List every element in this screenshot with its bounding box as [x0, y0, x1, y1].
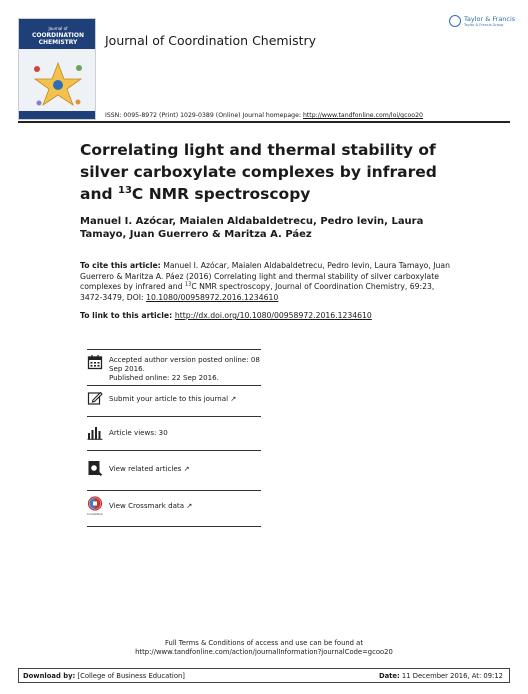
link-label: To link to this article: — [80, 311, 175, 320]
publisher-logo[interactable] — [449, 14, 516, 32]
search-document-icon — [87, 460, 103, 476]
issn-text: ISSN: 0095-8972 (Print) 1029-0389 (Online) Journal homepage: — [105, 112, 303, 119]
related-articles-link[interactable] — [109, 464, 261, 474]
bar-chart-icon — [87, 424, 103, 440]
submit-article-item[interactable] — [87, 390, 261, 406]
publisher-logo-icon — [449, 15, 461, 27]
citation-label: To cite this article: — [80, 261, 161, 270]
terms-url[interactable]: http://www.tandfonline.com/action/journalInformation?journalCode=gcoo20 — [135, 648, 393, 656]
article-title-superscript: 13 — [118, 184, 132, 196]
info-divider — [87, 526, 261, 527]
edit-icon — [87, 390, 103, 406]
download-info-bar — [18, 668, 510, 683]
external-link-icon: ↗ — [183, 465, 190, 473]
publication-dates — [109, 355, 261, 382]
citation-block — [80, 261, 452, 303]
info-divider — [87, 450, 261, 451]
journal-title[interactable]: Journal of Coordination Chemistry — [105, 33, 317, 48]
citation-text-part1: Manuel I. Azócar, Maialen Aldabaldetrecu, Pedro levin, Laura Tamayo, Juan Guerrero & Maritza A. Páez (2016) Correlating light and thermal stability of silver carboxylate complexes by infrared and — [80, 261, 450, 292]
submit-article-link[interactable] — [109, 394, 261, 404]
download-date-value: 11 December 2016, At: 09:12 — [399, 672, 503, 680]
article-title — [80, 139, 452, 205]
download-by-label: Download by: — [23, 672, 76, 680]
cover-title — [21, 25, 95, 46]
submit-article-label: Submit your article to this journal — [109, 394, 229, 403]
cover-molecule-illustration — [29, 59, 87, 109]
crossmark-link[interactable] — [109, 501, 261, 511]
article-views: Article views: 30 — [109, 428, 168, 437]
download-date — [379, 672, 503, 680]
publisher-subtitle: Taylor & Francis Group — [464, 23, 504, 27]
info-divider — [87, 490, 261, 491]
info-divider — [87, 349, 261, 350]
publisher-name: Taylor & Francis — [464, 15, 516, 23]
accepted-date: Accepted author version posted online: 08 Sep 2016. — [109, 355, 260, 373]
header-divider — [18, 121, 510, 123]
citation-doi-link[interactable]: 10.1080/00958972.2016.1234610 — [146, 292, 279, 302]
cover-subtitle: Journal of — [48, 26, 68, 31]
article-views-item — [87, 424, 261, 440]
article-title-part1: Correlating light and thermal stability of silver carboxylate complexes by infrared and — [80, 141, 437, 203]
article-title-part2: C NMR spectroscopy — [131, 185, 311, 203]
crossmark-label: View Crossmark data — [109, 501, 185, 510]
info-divider — [87, 416, 261, 417]
terms-line: Full Terms & Conditions of access and use can be found at — [165, 639, 363, 647]
terms-notice — [0, 639, 528, 657]
crossmark-logo-text: CrossMark — [87, 512, 103, 516]
authors: Manuel I. Azócar, Maialen Aldabaldetrecu, Pedro levin, Laura Tamayo, Juan Guerrero & Maritza A. Páez — [80, 216, 424, 240]
download-date-label: Date: — [378, 672, 400, 680]
download-by — [23, 672, 185, 680]
citation-superscript: 13 — [184, 281, 192, 288]
external-link-icon: ↗ — [230, 395, 237, 403]
article-doi-link[interactable]: http://dx.doi.org/10.1080/00958972.2016.1234610 — [174, 311, 372, 320]
article-link-block — [80, 311, 372, 320]
journal-cover-image — [18, 18, 96, 120]
related-articles-item[interactable] — [87, 460, 261, 476]
external-link-icon: ↗ — [186, 502, 193, 510]
published-date: Published online: 22 Sep 2016. — [109, 373, 219, 382]
related-articles-label: View related articles — [109, 464, 182, 473]
download-by-value: [College of Business Education] — [75, 672, 185, 680]
crossmark-item[interactable] — [87, 496, 261, 518]
citation-text-part2: C NMR spectroscopy, Journal of Coordination Chemistry, 69:23, 3472-3479, DOI: — [80, 282, 435, 302]
cover-title-text: COORDINATION CHEMISTRY — [31, 32, 85, 46]
journal-homepage-link[interactable]: http://www.tandfonline.com/loi/gcoo20 — [302, 112, 423, 119]
calendar-icon — [87, 354, 103, 370]
cover-bottom-band — [19, 111, 95, 119]
issn-line — [105, 112, 423, 119]
crossmark-icon — [87, 496, 103, 512]
info-divider — [87, 385, 261, 386]
publication-dates-item — [87, 354, 261, 384]
